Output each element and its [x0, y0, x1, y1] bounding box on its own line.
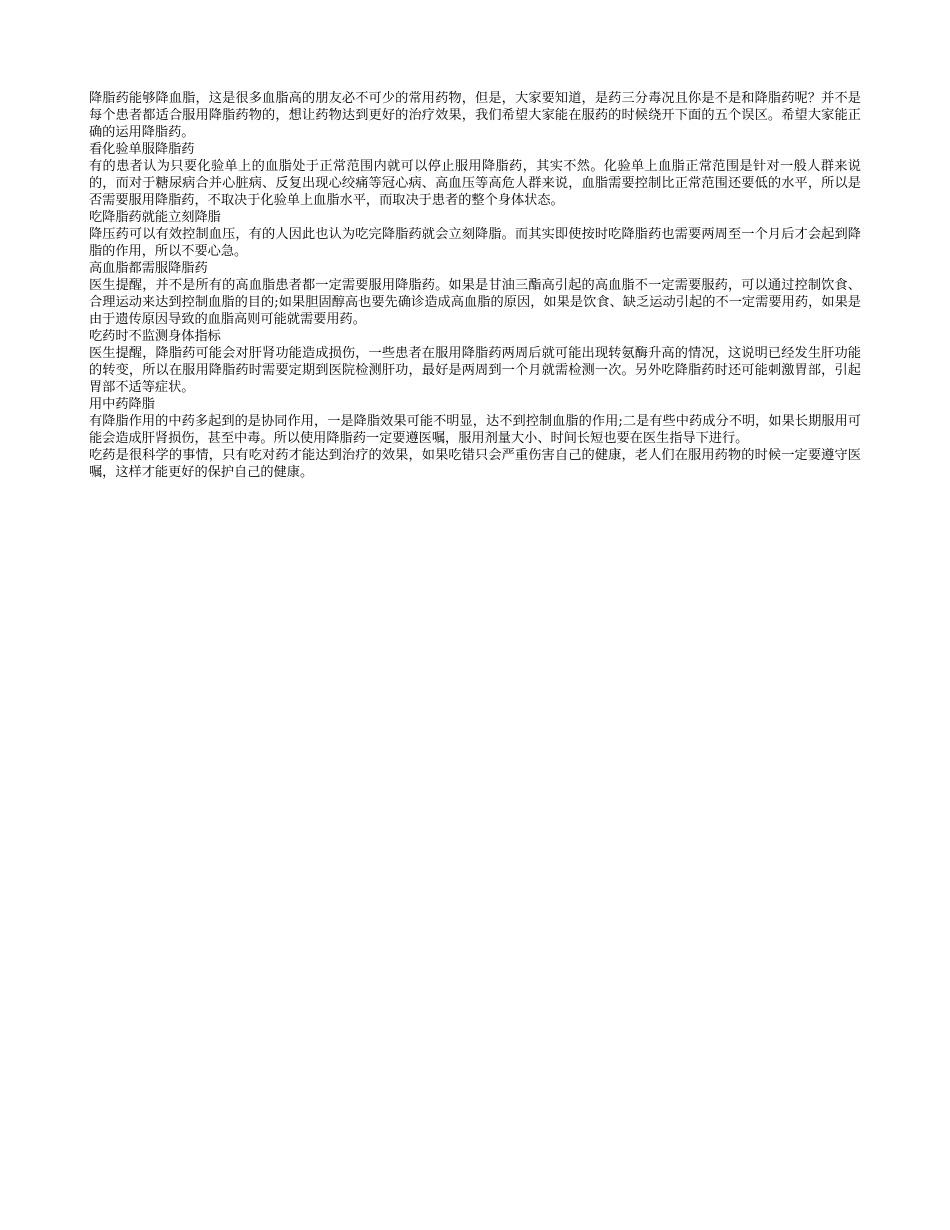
section-body-3: 医生提醒，并不是所有的高血脂患者都一定需要服用降脂药。如果是甘油三酯高引起的高血脂不一定需要服药，可以通过控制饮食、合理运动来达到控制血脂的目的;如果胆固醇高也要先确诊造成高血脂的原因，如果是饮食、缺乏运动引起的不一定需要用药，如果是由于遗传原因导致的血脂高则可能就需要用药。	[89, 278, 861, 327]
article	[89, 90, 861, 481]
section-body-5: 有降脂作用的中药多起到的是协同作用，一是降脂效果可能不明显，达不到控制血脂的作用;二是有些中药成分不明，如果长期服用可能会造成肝肾损伤，甚至中毒。所以使用降脂药一定要遵医嘱，服用剂量大小、时间长短也要在医生指导下进行。	[89, 414, 861, 446]
section-heading-4: 吃药时不监测身体指标	[89, 329, 221, 344]
section-heading-3: 高血脂都需服降脂药	[89, 261, 208, 276]
section-heading-2: 吃降脂药就能立刻降脂	[89, 210, 221, 225]
section-body-1: 有的患者认为只要化验单上的血脂处于正常范围内就可以停止服用降脂药，其实不然。化验单上血脂正常范围是针对一般人群来说的，而对于糖尿病合并心脏病、反复出现心绞痛等冠心病、高血压等高危人群来说，血脂需要控制比正常范围还要低的水平，所以是否需要服用降脂药，不取决于化验单上血脂水平，而取决于患者的整个身体状态。	[89, 159, 861, 208]
section-body-2: 降压药可以有效控制血压，有的人因此也认为吃完降脂药就会立刻降脂。而其实即使按时吃降脂药也需要两周至一个月后才会起到降脂的作用，所以不要心急。	[89, 227, 861, 259]
section-heading-5: 用中药降脂	[89, 397, 155, 412]
section-heading-1: 看化验单服降脂药	[89, 142, 195, 157]
section-body-4: 医生提醒，降脂药可能会对肝肾功能造成损伤，一些患者在服用降脂药两周后就可能出现转氨酶升高的情况，这说明已经发生肝功能的转变，所以在服用降脂药时需要定期到医院检测肝功，最好是两周到一个月就需检测一次。另外吃降脂药时还可能刺激胃部，引起胃部不适等症状。	[89, 346, 861, 395]
conclusion-paragraph: 吃药是很科学的事情，只有吃对药才能达到治疗的效果，如果吃错只会严重伤害自己的健康，老人们在服用药物的时候一定要遵守医嘱，这样才能更好的保护自己的健康。	[89, 448, 861, 480]
intro-paragraph: 降脂药能够降血脂，这是很多血脂高的朋友必不可少的常用药物，但是，大家要知道，是药三分毒况且你是不是和降脂药呢？并不是每个患者都适合服用降脂药物的，想让药物达到更好的治疗效果，我们希望大家能在服药的时候绕开下面的五个误区。希望大家能正确的运用降脂药。	[89, 91, 861, 140]
